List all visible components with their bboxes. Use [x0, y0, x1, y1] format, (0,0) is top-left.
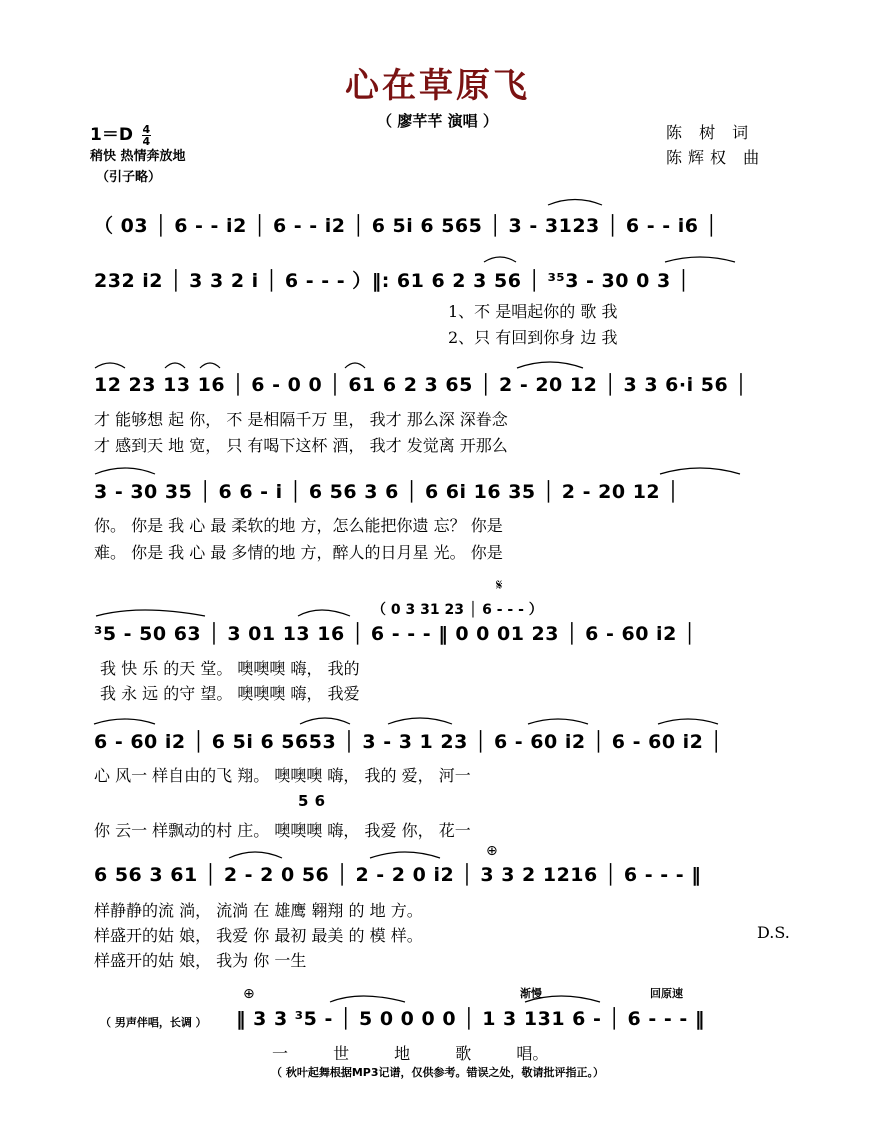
slur	[484, 257, 516, 262]
lyricist-credit: 陈 树 词	[666, 123, 755, 142]
slur	[94, 719, 155, 724]
lyric-line-4b: 难。 你是 我 心 最 多情的地 方，醉人的日月星 光。 你是	[94, 543, 503, 562]
ds-mark: D.S.	[757, 923, 790, 942]
notation-line-7: 6 56 3 61 │ 2 - 2 0 56 │ 2 - 2 0 i2 │ 3 3 2 1216 │ 6 - - - ‖	[94, 864, 702, 886]
song-title: 心在草原飞	[345, 66, 530, 106]
slur	[95, 363, 125, 368]
slur	[528, 719, 588, 724]
slow-mark: 渐慢	[520, 987, 542, 1000]
lyric-line-7a: 样静静的流 淌， 流淌 在 雄鹰 翱翔 的 地 方。	[94, 901, 423, 920]
slur	[298, 610, 350, 616]
composer-credit: 陈辉权 曲	[666, 148, 766, 167]
slur	[96, 610, 205, 616]
segno-sign: 𝄋	[496, 576, 503, 594]
lyric-line-6b: 你 云一 样飘动的村 庄。 噢噢噢 嗨， 我爱 你， 花一	[94, 821, 471, 840]
alt-notes: 5 6	[298, 792, 326, 810]
slur	[388, 718, 452, 724]
male-backing-note: （ 男声伴唱，长调 ）	[100, 1016, 207, 1029]
lyric-line-3b: 才 感到天 地 宽， 只 有喝下这杯 酒， 我才 发觉离 开那么	[94, 436, 508, 455]
singer-credit: （ 廖芊芊 演唱 ）	[377, 112, 498, 130]
notation-line-2: 232 i2 │ 3 3 2 i │ 6 - - - ）‖: 61 6 2 3 56 │ ³⁵3 - 30 0 3 │	[94, 270, 690, 292]
lyric-line-4a: 你。 你是 我 心 最 柔软的地 方，怎么能把你遗 忘？ 你是	[94, 516, 503, 535]
coda-sign-end: ⊕	[243, 986, 255, 1002]
time-sig-numerator: 4	[142, 122, 151, 136]
lyric-line-7c: 样盛开的姑 娘， 我为 你 一生	[94, 951, 307, 970]
resume-tempo-mark: 回原速	[650, 987, 683, 1000]
notation-line-4: 3 - 30 35 │ 6 6 - i │ 6 56 3 6 │ 6 6i 16 35 │ 2 - 20 12 │	[94, 481, 680, 503]
notation-line-8: ‖ 3 3 ³5 - │ 5 0 0 0 0 │ 1 3 131 6 - │ 6 - - - ‖	[236, 1008, 705, 1030]
notation-line-5: ³5 - 50 63 │ 3 01 13 16 │ 6 - - - ‖ 0 0 01 23 │ 6 - 60 i2 │	[94, 623, 696, 645]
lyric-line-7b: 样盛开的姑 娘， 我爱 你 最初 最美 的 模 样。	[94, 926, 423, 945]
slur	[517, 362, 583, 368]
time-sig-denominator: 4	[142, 134, 151, 148]
slur	[660, 468, 740, 474]
lyric-line-2b: 2、只 有回到你身 边 我	[448, 328, 618, 347]
slur	[165, 363, 185, 368]
lyric-line-5b: 我 永 远 的守 望。 噢噢噢 嗨， 我爱	[100, 684, 360, 703]
bracket-notation: （ 0 3 31 23 │ 6 - - - ）	[372, 602, 543, 618]
lyric-line-2a: 1、不 是唱起你的 歌 我	[448, 302, 618, 321]
intro-note: （引子略）	[96, 170, 162, 185]
lyric-line-3a: 才 能够想 起 你， 不 是相隔千万 里， 我才 那么深 深眷念	[94, 410, 508, 429]
slur	[548, 200, 602, 206]
coda-sign: ⊕	[486, 843, 498, 859]
slur	[665, 257, 735, 262]
slur	[229, 852, 282, 858]
slur	[330, 996, 405, 1002]
lyric-line-8: 一 世 地 歌 唱。	[272, 1044, 549, 1063]
slur	[345, 363, 365, 368]
lyric-line-6a: 心 风一 样自由的飞 翔。 噢噢噢 嗨， 我的 爱， 河一	[94, 766, 471, 785]
slur	[370, 852, 440, 858]
notation-line-3: 12 23 13 16 │ 6 - 0 0 │ 61 6 2 3 65 │ 2 - 20 12 │ 3 3 6·i 56 │	[94, 374, 748, 396]
lyric-line-5a: 我 快 乐 的天 堂。 噢噢噢 嗨， 我的	[100, 659, 360, 678]
footer-note: （ 秋叶起舞根据MP3记谱，仅供参考。错误之处，敬请批评指正。）	[271, 1066, 604, 1079]
slur	[200, 363, 220, 368]
slur	[95, 468, 155, 474]
slur	[300, 718, 350, 724]
notation-line-6: 6 - 60 i2 │ 6 5i 6 5653 │ 3 - 3 1 23 │ 6 - 60 i2 │ 6 - 60 i2 │	[94, 731, 723, 753]
slur	[658, 719, 718, 724]
notation-line-1: （ 03 │ 6 - - i2 │ 6 - - i2 │ 6 5i 6 565 │ 3 - 3123 │ 6 - - i6 │	[94, 215, 718, 237]
slur	[525, 996, 600, 1002]
tempo-mark: 稍快 热情奔放地	[90, 149, 186, 164]
key-label: 1＝D	[90, 125, 133, 145]
